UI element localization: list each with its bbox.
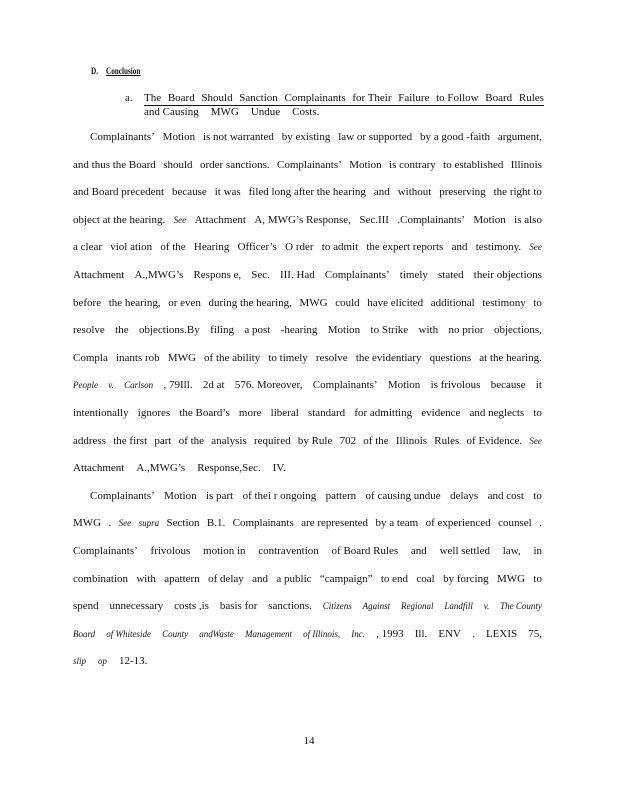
subheading-line-2 [144,106,319,119]
body-word: at the hearing. [479,351,542,364]
body-word: Illinois [395,434,428,447]
body-word: in [533,544,542,557]
body-word: address [73,434,106,447]
text-line [73,294,542,322]
text-line [73,514,542,542]
body-word: 75, [528,627,542,640]
body-word: op [98,656,108,667]
body-word: law, [502,544,521,557]
body-word: Rules [434,434,460,447]
subheading-word: Failure [398,92,430,104]
body-word: intentionally [73,406,129,419]
body-word: Board [73,628,96,639]
body-word: more [238,406,262,419]
body-word: Motion [164,489,197,502]
body-word: contravention [258,544,319,557]
body-word: should [163,158,193,171]
text-line [73,183,542,211]
body-word: . [539,517,542,530]
body-word: because [171,186,207,199]
section-letter: D. [91,66,98,76]
body-word: the evidentiary [355,351,422,364]
body-word: slip [73,656,87,667]
body-word: andWaste [199,628,234,639]
body-word: testimony. [475,241,522,254]
text-line [73,128,542,156]
body-word: and [373,186,390,199]
body-word: is also [514,213,542,226]
subheading-marker: a. [125,92,133,104]
body-word: Landfill [444,601,473,612]
body-word: to end [380,572,409,585]
text-line [73,570,542,598]
body-word: filing [210,324,234,337]
body-word: Response,Sec. [197,462,261,475]
body-word: or even [168,296,201,309]
text-line [73,266,542,294]
subheading-word: Should [201,92,233,104]
body-word: a post [244,324,271,337]
body-word: unnecessary [109,600,164,613]
body-word: frivolous [150,544,191,557]
body-word: .Complainants’ [397,213,465,226]
subheading-word: Complainants [284,92,346,104]
body-word: -hearing [280,324,318,337]
body-word: of Board Rules [331,544,399,557]
body-word: “campaign” [319,572,373,585]
body-word: Ill. [414,627,428,640]
body-word: Hearing [193,241,230,254]
text-line [73,542,542,570]
body-word: preserving [439,186,486,199]
body-word: for admitting [354,406,413,419]
page-number: 14 [303,735,315,747]
body-word: by a good -faith [420,131,490,143]
body-word: See [173,214,187,225]
body-word: See [118,518,132,529]
body-word: the expert reports [366,241,444,254]
body-word: 576. Moreover, [234,379,303,392]
body-word: spend [73,600,99,613]
body-word: Motion [473,213,506,226]
text-line [73,404,542,432]
text-line [73,432,542,460]
body-word: MWG [299,296,328,309]
body-word: with [418,324,439,337]
body-word: 12-13. [119,655,148,668]
body-word: liberal [270,406,299,419]
body-word: ENV [438,627,461,640]
body-word: by Rule [297,434,333,447]
body-word: MWG [73,517,102,530]
body-word: before [73,296,102,309]
body-word: resolve [73,324,105,337]
body-word: of thei r ongoing [242,489,317,502]
body-word: 702 [339,434,357,447]
body-word: Compla [73,351,108,364]
body-word: costs ,is [174,600,209,613]
body-word: testimony [482,296,526,309]
body-word: The County [500,601,542,612]
body-word: of causing undue [365,489,441,502]
body-word: of the ability [204,351,261,364]
body-word: standard [307,406,346,419]
body-word: Complainants’ [90,489,155,502]
body-word: Citizens [322,601,352,612]
body-word: v. [483,601,490,612]
body-word: are represented [301,517,369,530]
body-word: A.,MWG’s [134,268,184,281]
body-word: and neglects [469,406,525,419]
text-line [73,487,542,515]
body-word: Complainants’ [277,158,342,171]
body-word: counsel [498,517,532,530]
body-word: , 79Ill. [163,379,193,392]
body-word: have elicited [367,296,424,309]
body-word: part [154,434,172,447]
body-word: and [451,241,468,254]
body-word: apattern [164,572,200,585]
body-word: Motion [162,131,196,143]
body-word: County [162,628,189,639]
body-word: of the [160,241,186,254]
body-word: delays [450,489,479,502]
subheading-word: and Causing [144,106,199,118]
body-word: a public [276,572,312,585]
body-word: the [115,324,129,337]
body-word: Complainants’ [73,544,138,557]
body-word: Inc. [351,628,366,639]
body-word: order sanctions. [199,158,270,171]
body-word: to [533,406,542,419]
subheading-word: The [144,92,162,104]
body-word: to Strike [370,324,409,337]
body-word: Motion [387,379,421,392]
body-word: questions [429,351,472,364]
text-line [73,238,542,266]
body-word: IV. [272,462,286,475]
body-word: to [533,489,542,502]
body-word: Regional [401,601,434,612]
body-word: v. [108,380,114,391]
paragraph [73,128,542,487]
body-word: B.1. [206,517,226,530]
body-word: ignores [137,406,171,419]
paragraph [73,487,542,680]
body-word: it [535,379,542,392]
subheading-word: Undue [250,106,281,118]
body-word: the right to [493,186,542,199]
body-word: without [397,186,432,199]
text-line [73,349,542,377]
body-word: supra [138,518,160,529]
text-line [73,597,542,625]
body-word: to [533,572,542,585]
body-word: to [533,296,542,309]
body-word: could [335,296,360,309]
body-word: A.,MWG’s [136,462,186,475]
body-word: of the [363,434,389,447]
body-word: A, MWG’s Response, [254,213,351,226]
body-word: because [490,379,526,392]
subheading-word: Sanction [239,92,278,104]
section-heading [91,66,158,76]
body-word: and cost [487,489,524,502]
body-word: objections, [493,324,542,337]
body-word: the first [113,434,148,447]
text-line [73,321,542,349]
body-word: Management [245,628,293,639]
body-word: Attachment [194,213,246,226]
body-word: coal [416,572,435,585]
body-word: and thus the Board [73,158,156,171]
body-word: is part [205,489,234,502]
text-line [73,376,542,404]
text-line [73,652,542,680]
body-word: O rder [285,241,314,254]
body-word: their objections [473,268,542,281]
body-word: Against [362,601,391,612]
body-word: . [108,517,112,530]
body-word: Attachment [73,268,125,281]
body-word: argument, [497,131,542,143]
body-word: of the [178,434,205,447]
body-word: Officer’s [237,241,277,254]
body-word: Complainants’ [90,131,155,143]
body-word: See [529,242,542,253]
body-word: combination [73,572,128,585]
body-word: by a team [375,517,419,530]
body-word: People [73,380,98,391]
body-word: to admit [321,241,359,254]
body-word: Attachment [73,462,125,475]
body-word: motion in [203,544,246,557]
body-word: Respons e, [193,268,242,281]
body-word: pattern [325,489,357,502]
body-word: III. Had [279,268,315,281]
body-word: and [410,544,427,557]
text-line [73,156,542,184]
body-word: 2d at [202,379,225,392]
body-word: to established [443,158,504,171]
body-word: timely [399,268,428,281]
body-word: with [136,572,156,585]
body-word: inants rob [115,351,160,364]
body-word: sanctions. [268,600,312,613]
body-word: Sec. [251,268,270,281]
body-word: during the hearing, [208,296,292,309]
body-word: See [529,435,542,446]
body-word: objections.By [138,324,200,337]
body-word: Complainants’ [324,268,390,281]
body-word: Complainants’ [312,379,378,392]
body-word: Sec.III [359,213,389,226]
body-word: required [253,434,291,447]
body-word: and [252,572,269,585]
body-word: , 1993 [376,627,404,640]
body-word: the hearing, [108,296,161,309]
body-word: Motion [327,324,361,337]
body-word: well settled [439,544,490,557]
subheading-word: Costs. [292,106,320,118]
body-word: is not warranted [202,131,274,143]
body-word: of experienced [425,517,491,530]
body-word: by forcing [443,572,489,585]
body-word: and Board precedent [73,186,165,199]
body-word: the Board’s [179,406,230,419]
body-word: a clear [73,241,102,254]
body-word: evidence [421,406,461,419]
subheading-word: Board [167,92,195,104]
subheading-word: for Their [352,92,392,104]
subheading-line-1 [144,92,544,106]
subheading-word: Board [485,92,513,104]
body-word: resolve [315,351,348,364]
body-word: . [472,627,475,640]
body-word: Carlson [124,380,154,391]
body-word: basis for [219,600,258,613]
body-word: analysis [211,434,247,447]
text-line [73,459,542,487]
section-title: Conclusion [106,66,141,76]
body-word: no prior [448,324,484,337]
text-line [73,625,542,653]
body-word: it was [214,186,241,199]
body-word: Motion [349,158,382,171]
body-word: of delay [208,572,244,585]
body-word: object at the hearing. [73,213,166,226]
body-word: additional [430,296,475,309]
body-word: law or supported [338,131,413,143]
body-word: stated [438,268,464,281]
body-word: of Illinois, [303,628,341,639]
body-word: of Whiteside [106,628,152,639]
body-word: of Evidence. [466,434,523,447]
body-word: MWG [496,572,526,585]
body-word: to timely [268,351,308,364]
body-word: Section [166,517,200,530]
body-word: MWG [167,351,196,364]
body-word: Complainants [232,517,294,530]
body-word: LEXIS [485,627,518,640]
body-word: is frivolous [430,379,481,392]
subheading-word: MWG [210,106,239,118]
subheading-word: to Follow [436,92,479,104]
text-line [73,211,542,239]
body-word: viol ation [110,241,153,254]
body-text [73,128,542,680]
body-word: by existing [281,131,331,143]
subheading-word: Rules [518,92,544,104]
body-word: is contrary [389,158,436,171]
body-word: Illinois [510,158,542,171]
body-word: filed long after the hearing [248,186,366,199]
